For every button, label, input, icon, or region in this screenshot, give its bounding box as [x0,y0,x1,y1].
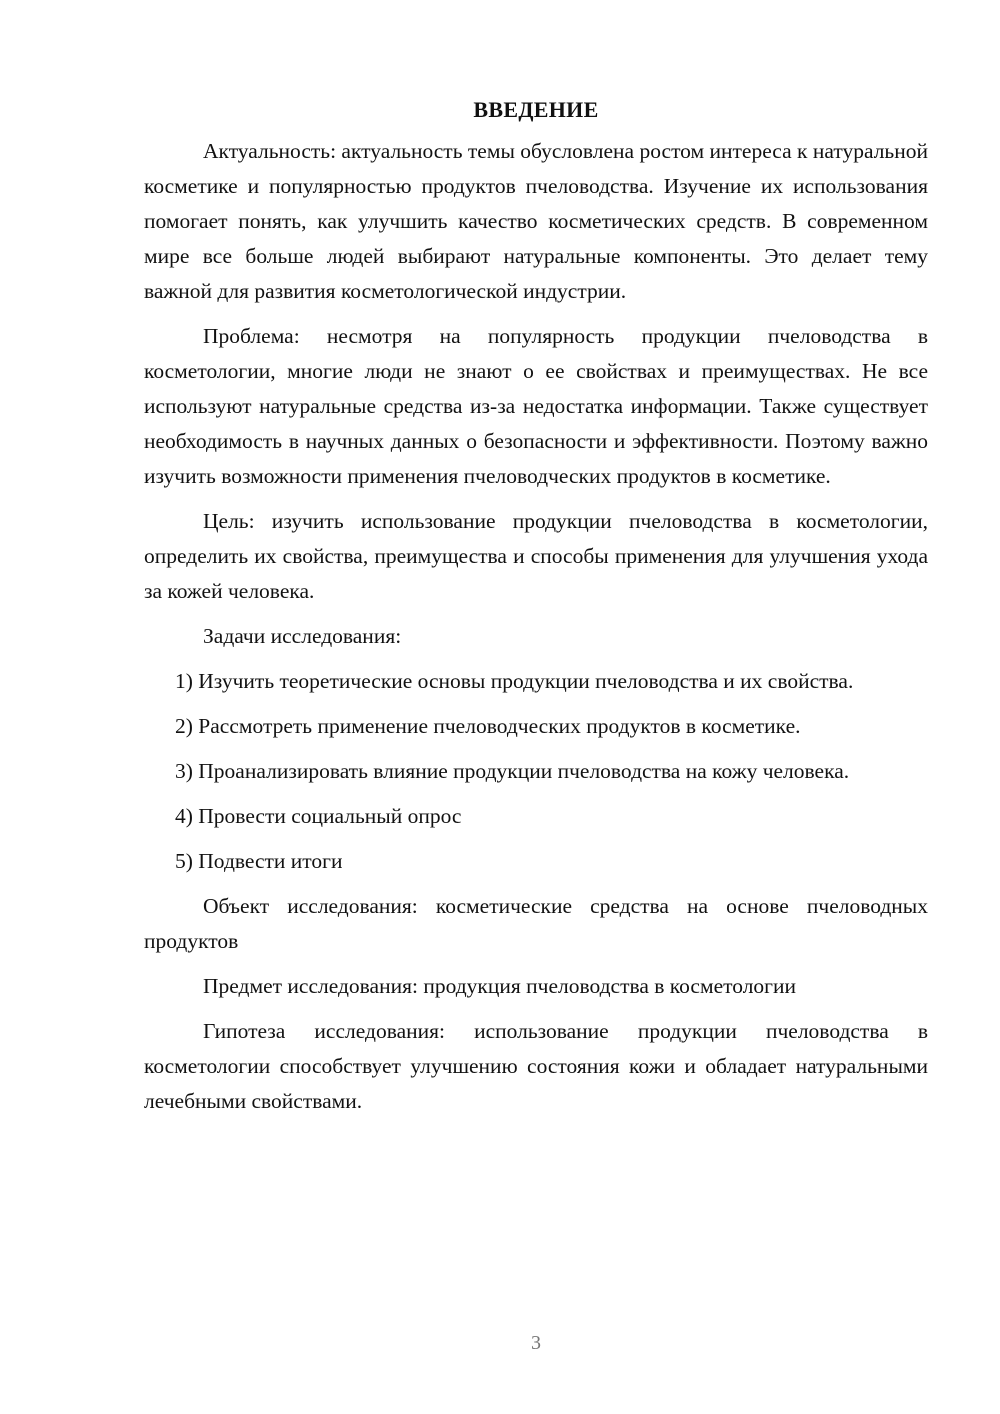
paragraph-relevance: Актуальность: актуальность темы обусловлена ростом интереса к натуральной косметике и популярностью продуктов пчеловодства. Изучение их использования помогает понять, как улучшить качество косметических средств. В современном мире все больше людей выбирают натуральные компоненты. Это делает тему важной для развития косметологической индустрии. [144,139,928,303]
document-page [144,92,928,1129]
paragraph-object: Объект исследования: косметические средства на основе пчеловодных продуктов [144,894,928,953]
tasks-heading: Задачи исследования: [203,624,402,648]
task-item-1: 1) Изучить теоретические основы продукции пчеловодства и их свойства. [175,669,854,693]
task-item-2: 2) Рассмотреть применение пчеловодческих продуктов в косметике. [175,714,801,738]
page-number-label: 3 [531,1332,541,1354]
task-item-4: 4) Провести социальный опрос [175,804,462,828]
paragraph-goal: Цель: изучить использование продукции пчеловодства в косметологии, определить их свойства, преимущества и способы применения для улучшения ухода за кожей человека. [144,509,928,603]
paragraph-problem: Проблема: несмотря на популярность продукции пчеловодства в косметологии, многие люди не знают о ее свойствах и преимуществах. Не все используют натуральные средства из-за недостатка информации. Также существует необходимость в научных данных о безопасности и эффективности. Поэтому важно изучить возможности применения пчеловодческих продуктов в косметике. [144,324,928,488]
section-title: ВВЕДЕНИЕ [473,97,599,122]
page-number [0,1332,1000,1355]
task-item-5: 5) Подвести итоги [175,849,343,873]
paragraph-subject: Предмет исследования: продукция пчеловодства в косметологии [203,974,797,998]
task-item-3: 3) Проанализировать влияние продукции пчеловодства на кожу человека. [175,759,850,783]
paragraph-hypothesis: Гипотеза исследования: использование продукции пчеловодства в косметологии способствует улучшению состояния кожи и обладает натуральными лечебными свойствами. [144,1019,928,1113]
